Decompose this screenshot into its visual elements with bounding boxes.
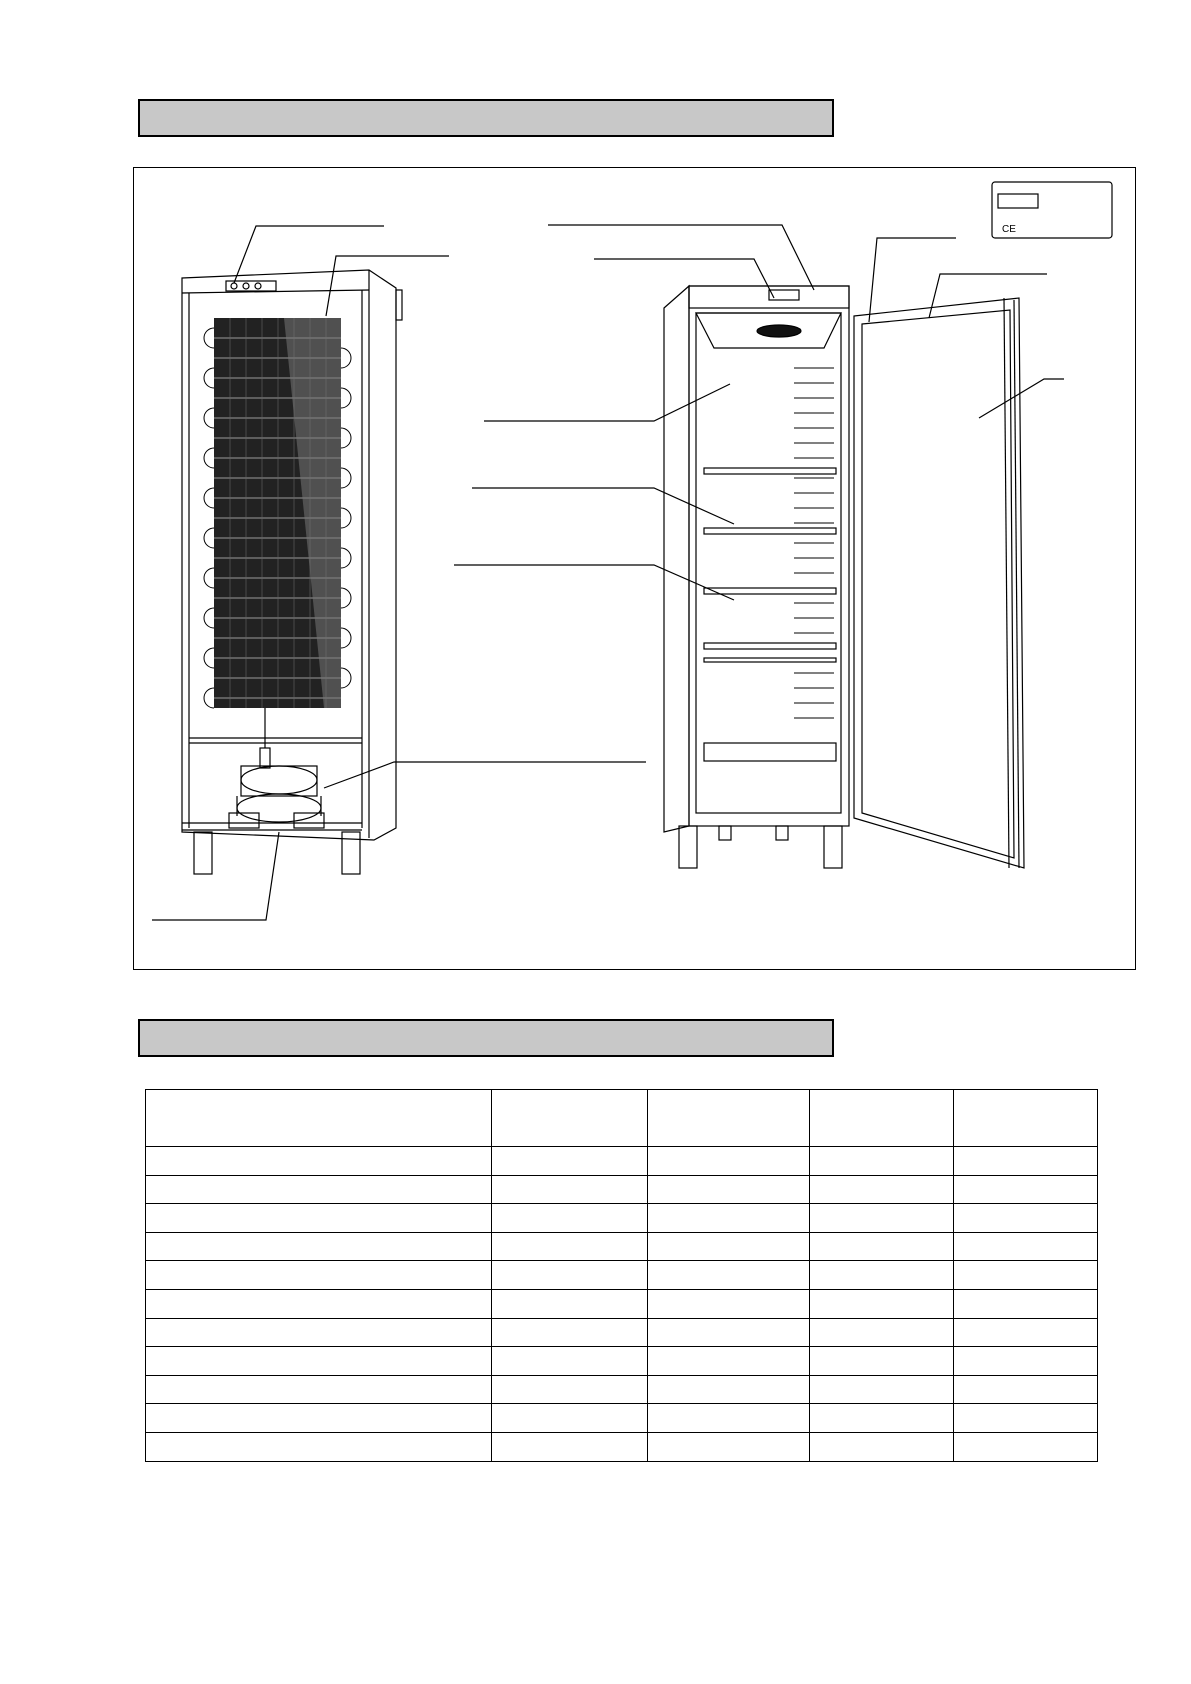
table-row — [146, 1289, 1098, 1318]
table-row — [146, 1261, 1098, 1290]
table-cell — [810, 1204, 954, 1233]
table-cell — [146, 1232, 492, 1261]
table-cell — [492, 1289, 648, 1318]
table-cell — [648, 1375, 810, 1404]
table-cell — [954, 1375, 1098, 1404]
table-cell — [810, 1375, 954, 1404]
table-cell — [492, 1232, 648, 1261]
table-cell — [648, 1232, 810, 1261]
table-cell — [146, 1147, 492, 1176]
table-cell — [810, 1347, 954, 1376]
table-row — [146, 1147, 1098, 1176]
table-row — [146, 1318, 1098, 1347]
table-cell — [954, 1232, 1098, 1261]
table-cell — [648, 1261, 810, 1290]
refrigerator-diagram — [134, 168, 1137, 971]
table-cell — [146, 1175, 492, 1204]
section-header-bar-1 — [138, 99, 834, 137]
table-cell — [954, 1147, 1098, 1176]
table-row — [146, 1404, 1098, 1433]
table-cell — [146, 1204, 492, 1233]
table-cell — [810, 1432, 954, 1461]
table-cell — [492, 1318, 648, 1347]
table-cell — [954, 1404, 1098, 1433]
table-cell — [810, 1318, 954, 1347]
table-cell — [648, 1289, 810, 1318]
table-cell — [648, 1147, 810, 1176]
table-cell — [648, 1432, 810, 1461]
table-cell — [810, 1232, 954, 1261]
table-cell — [146, 1318, 492, 1347]
table-cell — [648, 1175, 810, 1204]
table-cell — [954, 1204, 1098, 1233]
table-cell — [648, 1347, 810, 1376]
table-row — [146, 1175, 1098, 1204]
table-cell — [810, 1289, 954, 1318]
table-cell — [954, 1318, 1098, 1347]
table-cell — [146, 1261, 492, 1290]
table-cell — [954, 1347, 1098, 1376]
table-row — [146, 1232, 1098, 1261]
table-header-cell — [146, 1090, 492, 1147]
section-header-bar-2 — [138, 1019, 834, 1057]
table-cell — [492, 1404, 648, 1433]
front-view-callouts — [454, 225, 1064, 600]
table-header-cell — [648, 1090, 810, 1147]
refrigerator-diagram-frame — [133, 167, 1136, 970]
table-cell — [492, 1347, 648, 1376]
table-cell — [810, 1175, 954, 1204]
rating-plate — [992, 182, 1112, 238]
table-cell — [648, 1204, 810, 1233]
table-cell — [810, 1404, 954, 1433]
table-row — [146, 1375, 1098, 1404]
rating-plate-ce-mark: CE — [1002, 224, 1016, 235]
table-cell — [492, 1261, 648, 1290]
table-cell — [492, 1375, 648, 1404]
specification-table — [145, 1089, 1098, 1462]
table-header-cell — [954, 1090, 1098, 1147]
table-header-row — [146, 1090, 1098, 1147]
table-cell — [954, 1261, 1098, 1290]
table-cell — [492, 1175, 648, 1204]
table-row — [146, 1204, 1098, 1233]
table-cell — [146, 1289, 492, 1318]
table-cell — [146, 1347, 492, 1376]
front-view-cabinet — [664, 286, 849, 868]
table-cell — [954, 1175, 1098, 1204]
table-cell — [648, 1318, 810, 1347]
table-cell — [648, 1404, 810, 1433]
table-cell — [954, 1432, 1098, 1461]
table-cell — [810, 1261, 954, 1290]
compressor-assembly — [182, 708, 362, 830]
table-cell — [492, 1204, 648, 1233]
table-row — [146, 1347, 1098, 1376]
table-cell — [146, 1432, 492, 1461]
table-cell — [146, 1375, 492, 1404]
table-header-cell — [810, 1090, 954, 1147]
table-cell — [954, 1289, 1098, 1318]
table-cell — [146, 1404, 492, 1433]
table-header-cell — [492, 1090, 648, 1147]
table-row — [146, 1432, 1098, 1461]
table-cell — [492, 1432, 648, 1461]
condenser-coil — [204, 318, 351, 708]
table-cell — [810, 1147, 954, 1176]
open-door — [854, 298, 1024, 868]
table-cell — [492, 1147, 648, 1176]
